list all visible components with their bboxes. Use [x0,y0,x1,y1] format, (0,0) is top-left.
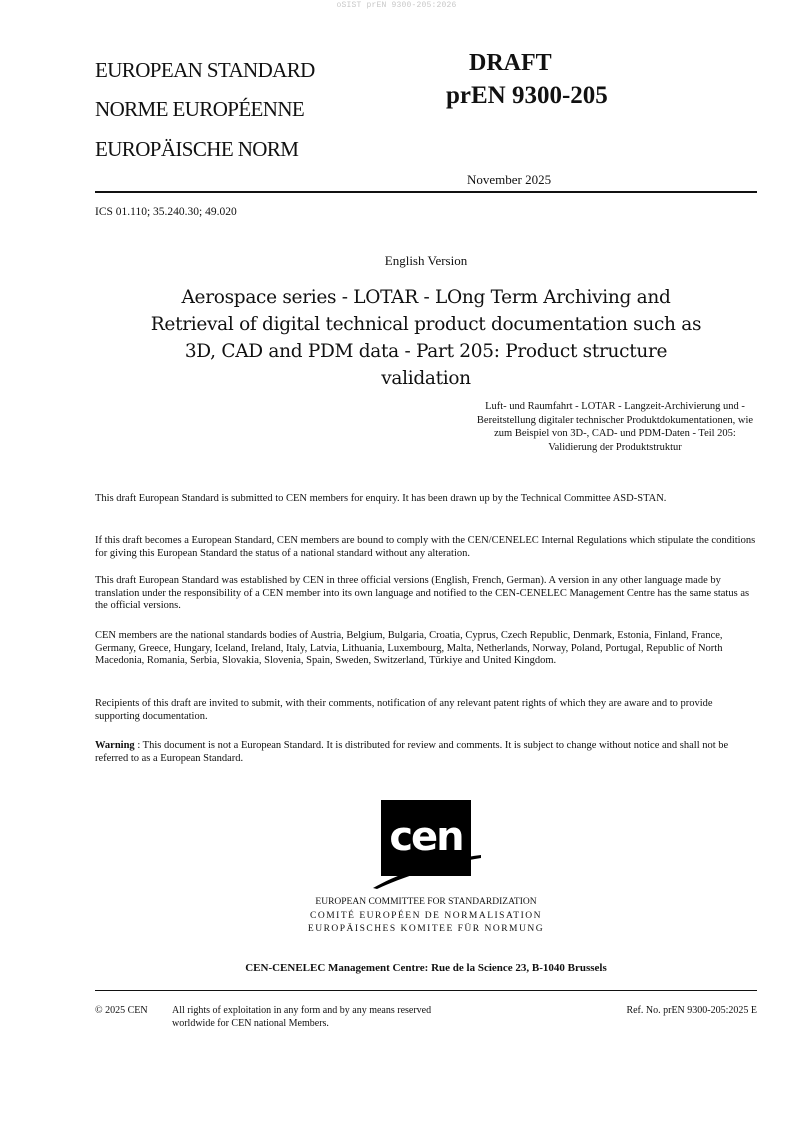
standard-name-fr: NORME EUROPÉENNE [95,97,305,121]
standard-name-en: EUROPEAN STANDARD [95,58,315,82]
rights-line-1: All rights of exploitation in any form and by any means reserved [172,1005,432,1016]
copyright: © 2025 CEN [95,1005,148,1016]
language-version: English Version [384,253,468,268]
header-rule [95,191,757,193]
org-name-de: EUROPÄISCHES KOMITEE FÜR NORMUNG [307,924,545,934]
cen-logo [371,800,483,890]
compliance-paragraph: If this draft becomes a European Standard, CEN members are bound to comply with the CEN/CENELEC Internal Regulations which stipulate the conditions for giving this European Standard the status of a national standard without any alteration. [95,535,756,559]
management-centre-address: CEN-CENELEC Management Centre: Rue de la Science 23, B-1040 Brussels [245,962,607,974]
org-name-fr: COMITÉ EUROPÉEN DE NORMALISATION [310,911,542,921]
german-title: Luft- und Raumfahrt - LOTAR - Langzeit-Archivierung und -Bereitstellung digitaler technischer Produktdokumentationen, wie zum Beispiel von 3D-, CAD- und PDM-Daten - Teil 205: Validierung der Produktstruktur [476,401,754,453]
patent-paragraph: Recipients of this draft are invited to submit, with their comments, notification of any relevant patent rights of which they are aware and to provide supporting documentation. [95,698,713,722]
warning-paragraph [95,740,757,765]
publication-date: November 2025 [467,172,552,187]
cen-logo-wordmark: cen [389,814,463,860]
enquiry-paragraph: This draft European Standard is submitted to CEN members for enquiry. It has been drawn up by the Technical Committee ASD-STAN. [95,493,667,504]
reference-number: Ref. No. prEN 9300-205:2025 E [626,1005,757,1016]
members-paragraph: CEN members are the national standards bodies of Austria, Belgium, Bulgaria, Croatia, Cyprus, Czech Republic, Denmark, Estonia, Finland, France, Germany, Greece, Hungary, Iceland, Ireland, Italy, Latvia, Lithuania, Luxembourg, Malta, Netherlands, Norway, Poland, Portugal, Republic of North Macedonia, Romania, Serbia, Slovakia, Slovenia, Spain, Sweden, Switzerland, Türkiye and United Kingdom. [95,630,723,666]
standard-name-de: EUROPÄISCHE NORM [95,137,299,161]
warning-text: : This document is not a European Standard. It is distributed for review and comments. It is subject to change without notice and shall not be referred to as a European Standard. [95,740,729,764]
document-title: Aerospace series - LOTAR - LOng Term Archiving and Retrieval of digital technical product documentation such as 3D, CAD and PDM data - Part 205: Product structure validation [150,287,702,389]
rights-line-2: worldwide for CEN national Members. [172,1018,329,1029]
versions-paragraph: This draft European Standard was established by CEN in three official versions (English, French, German). A version in any other language made by translation under the responsibility of a CEN member into its own language and notified to the CEN-CENELEC Management Centre has the same status as the official versions. [95,575,750,611]
footer-rule [95,990,757,991]
watermark: oSIST prEN 9300-205:2026 [336,1,457,10]
document-reference: prEN 9300-205 [446,82,608,109]
cen-logo-graphic [371,800,483,890]
draft-label: DRAFT [469,50,552,76]
ics-codes: ICS 01.110; 35.240.30; 49.020 [95,206,237,218]
org-name-en: EUROPEAN COMMITTEE FOR STANDARDIZATION [315,897,537,907]
warning-label: Warning [95,740,135,751]
